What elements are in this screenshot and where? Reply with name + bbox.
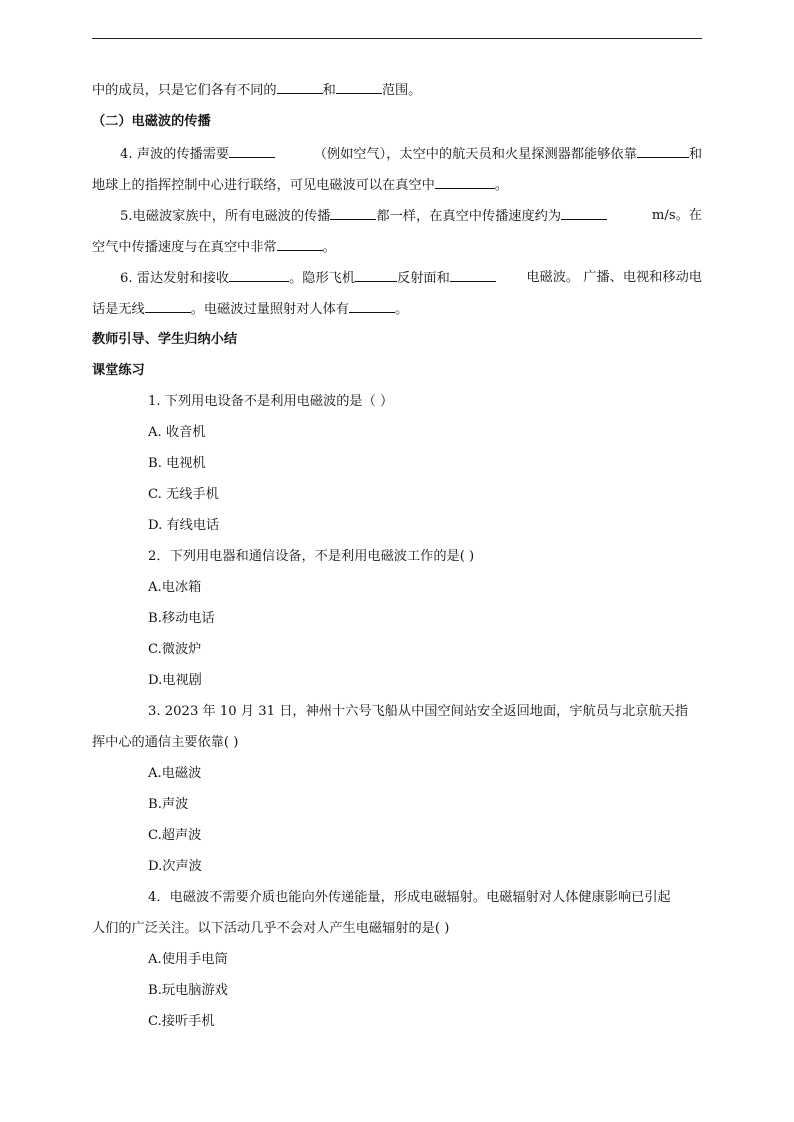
fill-blank [277,79,323,94]
text-segment: 。电磁波过量照射对人体有 [190,302,349,317]
text-segment: 和 [322,83,336,98]
text-segment: 6. 雷达发射和接收 。隐形飞机 反射面和 [120,267,496,289]
exercise-1-option-d: D. 有线电话 [148,518,220,533]
text-segment: 空气中传播速度与在真空中非常 [92,240,277,255]
text-segment: （例如空气），太空中的航天员和火星探测器都能够依靠 和 [314,143,702,165]
q6-line-2 [92,298,702,320]
summary-heading: 教师引导、学生归纳小结 [92,332,238,347]
exercise-3-option-b: B.声波 [148,797,189,812]
exercise-1-option-c: C. 无线手机 [148,487,219,502]
q5-line-1 [92,205,702,227]
continuation-line [92,79,702,101]
fill-blank [277,236,323,251]
exercise-4-stem-line-1: 4．电磁波不需要介质也能向外传递能量，形成电磁辐射。电磁辐射对人体健康影响已引起 [148,890,671,905]
exercise-4-option-b: B.玩电脑游戏 [148,983,228,998]
section-heading: （二）电磁波的传播 [92,114,211,129]
fill-blank [637,143,689,158]
exercise-3-option-c: C.超声波 [148,828,202,843]
exercise-2-option-a: A.电冰箱 [148,580,202,595]
text-segment: 电磁波。 广播、电视和移动电 [526,270,702,285]
exercise-4-option-c: C.接听手机 [148,1014,215,1029]
fill-blank [229,143,275,158]
exercise-4-option-a: A.使用手电筒 [148,952,228,967]
exercise-2-option-b: B.移动电话 [148,611,215,626]
text-segment: 地球上的指挥控制中心进行联络，可见电磁波可以在真空中 [92,178,435,193]
exercise-2-stem: 2．下列用电器和通信设备，不是利用电磁波工作的是( ) [148,549,475,564]
fill-blank [561,205,607,220]
q5-line-2 [92,236,702,258]
text-segment: 5.电磁波家族中，所有电磁波的传播 都一样，在真空中传播速度约为 [120,205,607,227]
text-segment: 中的成员，只是它们各有不同的 [92,83,277,98]
exercise-2-option-d: D.电视剧 [148,673,202,688]
text-segment: 。 [322,240,336,255]
text-segment: 。 [395,302,409,317]
q4-line-2 [92,174,702,196]
text-segment: 。 [494,178,509,193]
fill-blank [145,298,191,313]
exercise-3-option-d: D.次声波 [148,859,202,874]
practice-heading: 课堂练习 [92,363,145,378]
fill-blank [435,174,495,189]
fill-blank [336,79,382,94]
fill-blank [450,267,496,282]
fill-blank [349,298,395,313]
text-segment: 范围。 [381,83,422,98]
q4-line-1 [92,143,702,165]
exercise-1-option-b: B. 电视机 [148,456,206,471]
q6-line-1 [92,267,702,289]
fill-blank [355,267,397,282]
fill-blank [229,267,289,282]
header-rule [92,38,702,39]
exercise-3-option-a: A.电磁波 [148,766,202,781]
exercise-1-option-a: A. 收音机 [148,425,206,440]
exercise-1-stem: 1. 下列用电设备不是利用电磁波的是（ ） [148,394,394,409]
fill-blank [330,205,376,220]
text-segment: m/s。在 [651,208,702,223]
exercise-3-stem-line-1: 3. 2023 年 10 月 31 日，神州十六号飞船从中国空间站安全返回地面，宇航员与北京航天指 [148,704,689,719]
exercise-3-stem-line-2: 挥中心的通信主要依靠( ) [92,735,239,750]
text-segment: 4. 声波的传播需要 [120,143,275,165]
exercise-2-option-c: C.微波炉 [148,642,202,657]
exercise-4-stem-line-2: 人们的广泛关注。以下活动几乎不会对人产生电磁辐射的是( ) [92,921,450,936]
text-segment: 话是无线 [92,302,145,317]
